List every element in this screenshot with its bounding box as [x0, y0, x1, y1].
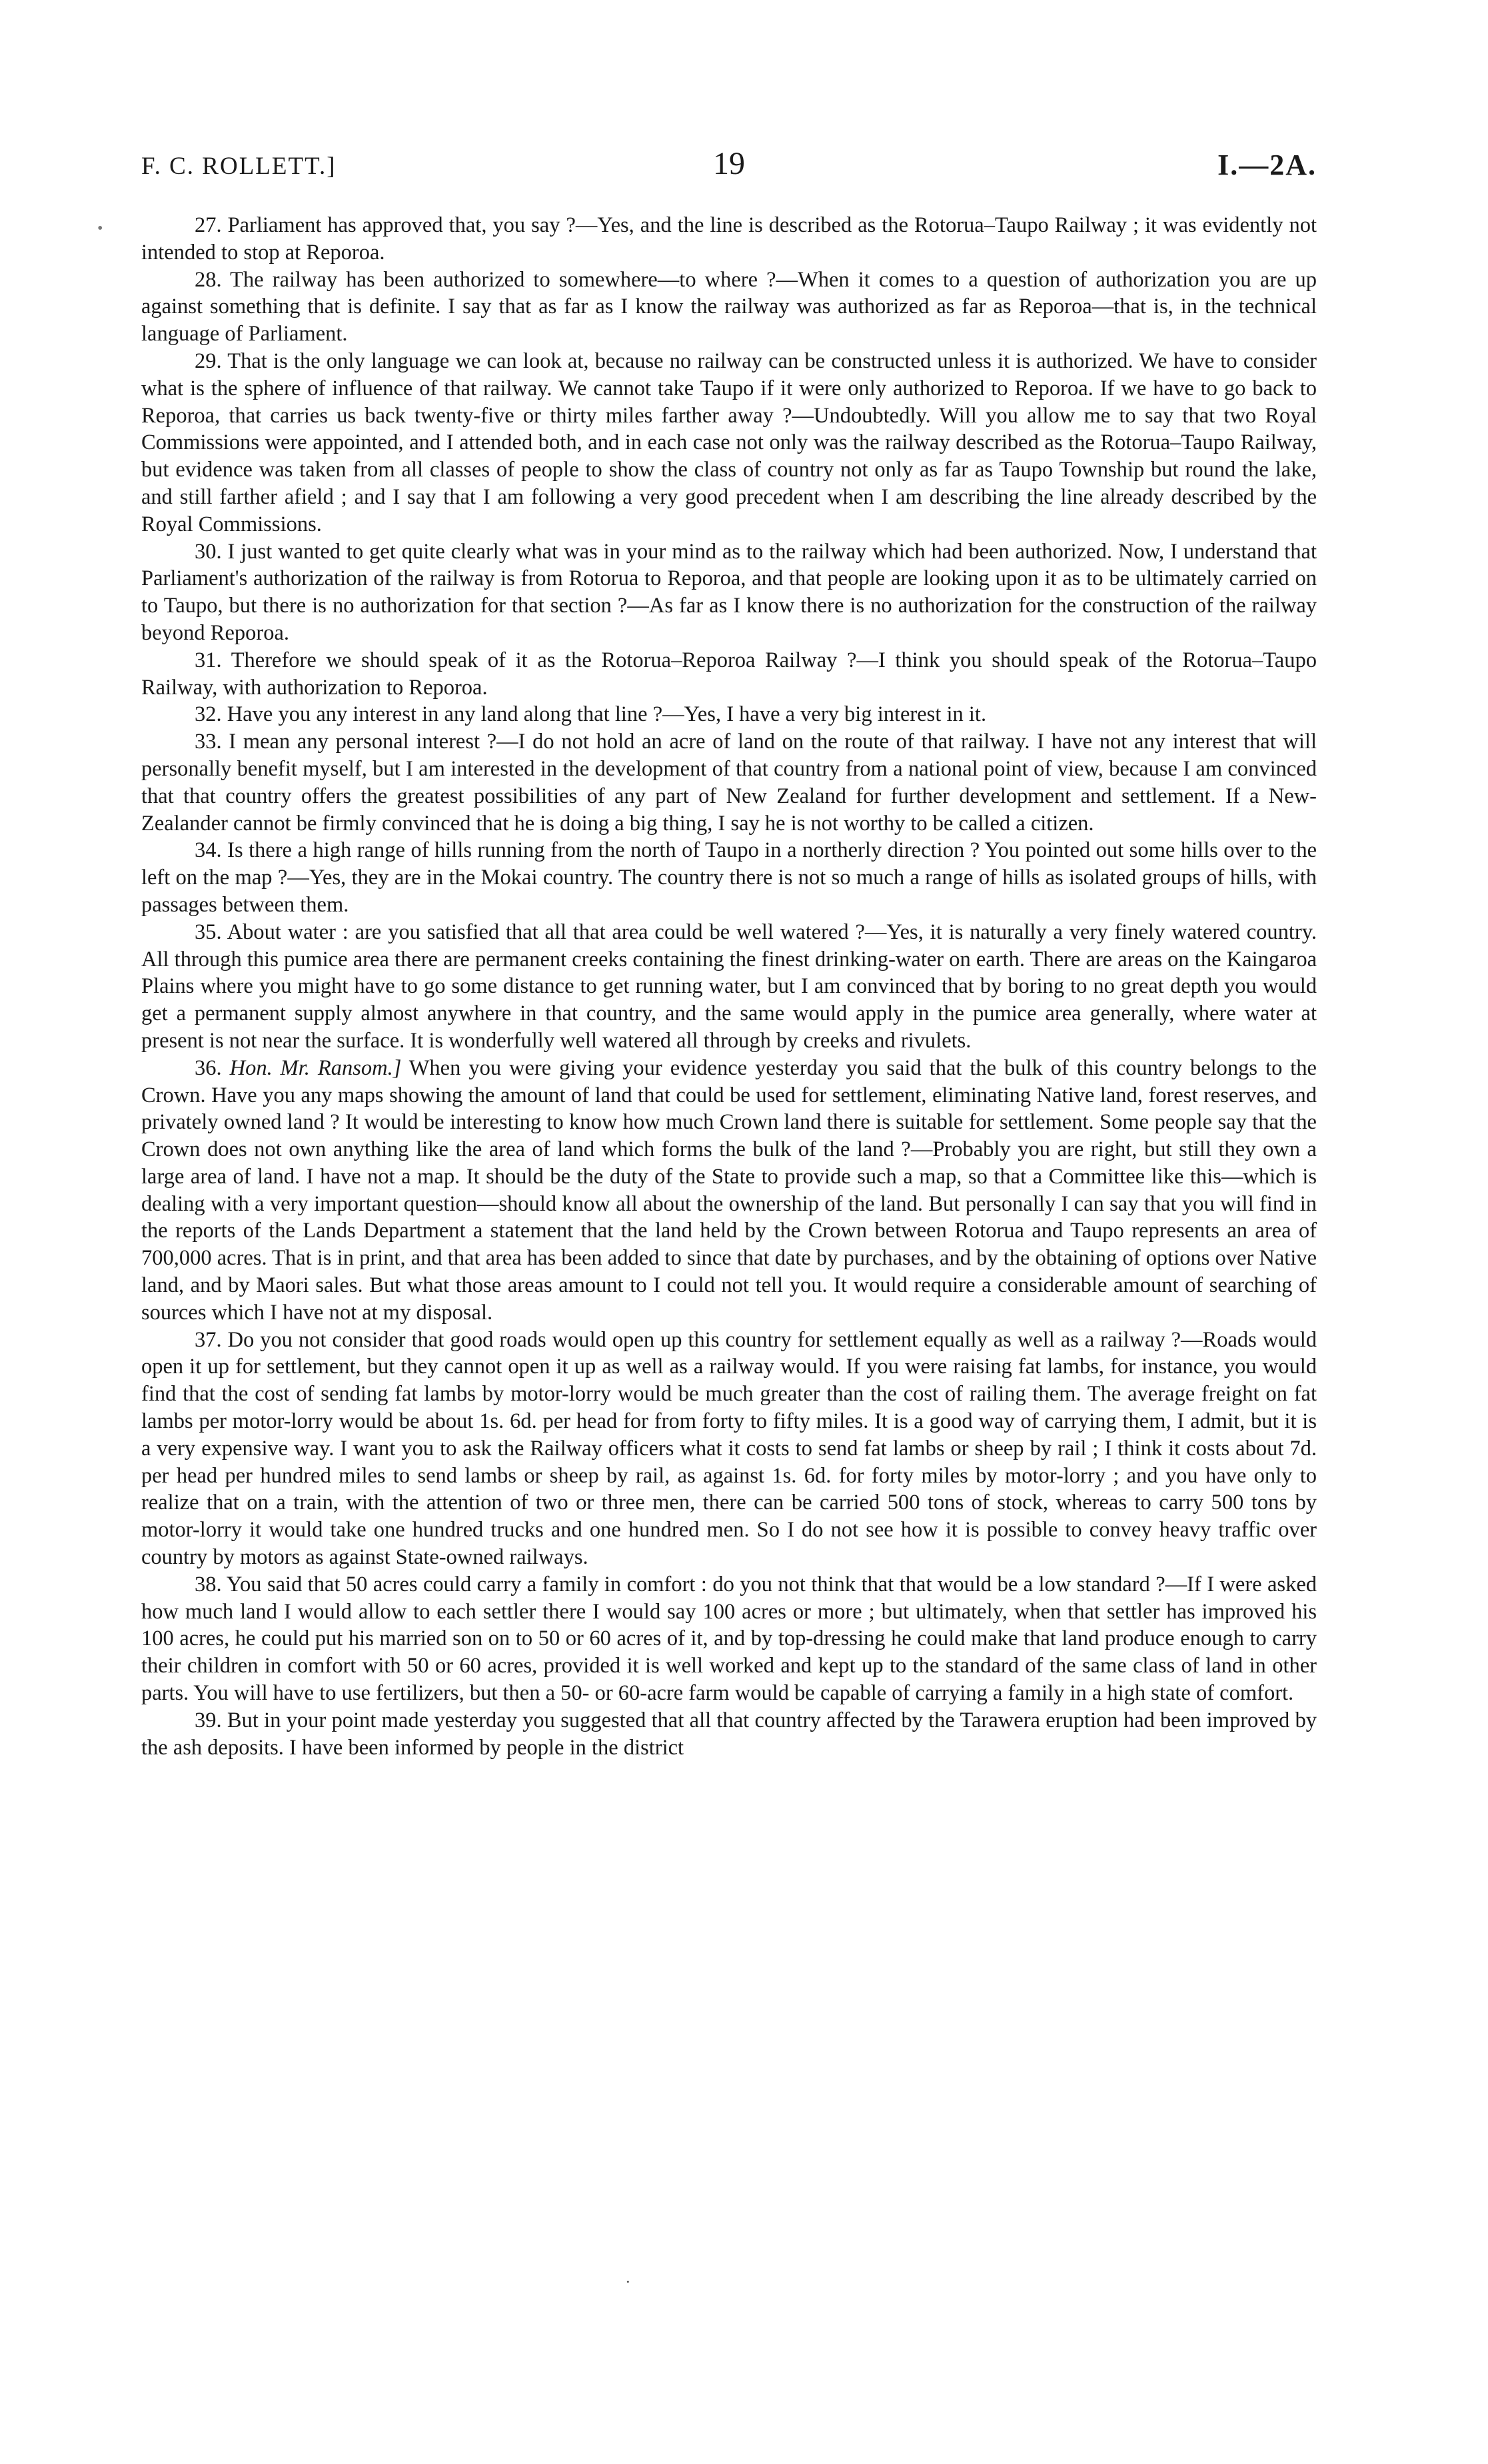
paragraph-number: 30.	[195, 539, 222, 564]
page-body	[141, 212, 1317, 1761]
paragraph-number: 33.	[195, 730, 222, 754]
paragraph-text: When you were giving your evidence yesterday you said that the bulk of this country belongs to the Crown. Have you any maps showing the amount of land that could be used for settlement, eliminating Native land, forest reserves, and privately owned land ? It would be interesting to know how much Crown land there is suitable for settlement. Some people say that the Crown does not own anything like the area of land which forms the bulk of the land ?—Probably you are right, but still they own a large area of land. I have not a map. It should be the duty of the State to provide such a map, so that a Committee like this—which is dealing with a very important question—should know all about the ownership of the land. But personally I can say that you will find in the reports of the Lands Department a statement that the land held by the Crown between Rotorua and Taupo represents an area of 700,000 acres. That is in print, and that area has been added to since that date by purchases, and by the obtaining of options over Native land, and by Maori sales. But what those areas amount to I could not tell you. It would require a considerable amount of searching of sources which I have not at my disposal.	[141, 1055, 1317, 1325]
paragraph-28	[141, 267, 1317, 348]
paragraph-27	[141, 212, 1317, 267]
paragraph-number: 32.	[195, 702, 222, 727]
paragraph-39	[141, 1707, 1317, 1762]
paragraph-35	[141, 919, 1317, 1055]
paragraph-number: 35.	[195, 920, 222, 944]
paragraph-number: 29.	[195, 348, 222, 373]
paragraph-text: Therefore we should speak of it as the Rotorua–Reporoa Railway ?—I think you should speak of the Rotorua–Taupo Railway, with authorization to Reporoa.	[141, 648, 1317, 700]
document-reference: I.—2A.	[1217, 149, 1317, 181]
paragraph-number: 27.	[195, 213, 222, 237]
paragraph-number: 37.	[195, 1327, 222, 1352]
speaker-name: Hon. Mr. Ransom.]	[229, 1055, 402, 1080]
page-header	[141, 145, 1317, 192]
paragraph-number: 34.	[195, 838, 222, 863]
paragraph-29	[141, 348, 1317, 538]
paragraph-text: Parliament has approved that, you say ?—Yes, and the line is described as the Rotorua–Taupo Railway ; it was evidently not intended to stop at Reporoa.	[141, 213, 1317, 265]
paragraph-34	[141, 837, 1317, 918]
paragraph-number: 39.	[195, 1708, 222, 1732]
paragraph-36	[141, 1055, 1317, 1327]
paragraph-number: 31.	[195, 648, 222, 672]
paragraph-number: 38.	[195, 1572, 222, 1596]
paragraph-text: Is there a high range of hills running from the north of Taupo in a northerly direction ? You pointed out some hills over to the left on the map ?—Yes, they are in the Mokai country. The country there is not so much a range of hills as isolated groups of hills, with passages between them.	[141, 838, 1317, 917]
paragraph-31	[141, 647, 1317, 702]
paragraph-33	[141, 728, 1317, 837]
paragraph-text: You said that 50 acres could carry a family in comfort : do you not think that that would be a low standard ?—If I were asked how much land I would allow to each settler there I would say 100 acres or more ; but ultimately, when that settler has improved his 100 acres, he could put his married son on to 50 or 60 acres of it, and by top-dressing he could make that land produce enough to carry their children in comfort with 50 or 60 acres, provided it is well worked and kept up to the standard of the same class of land in other parts. You will have to use fertilizers, but then a 50- or 60-acre farm would be capable of carrying a family in a high state of comfort.	[141, 1572, 1317, 1706]
paragraph-number: 36.	[195, 1055, 222, 1080]
paragraph-text: I mean any personal interest ?—I do not hold an acre of land on the route of that railway. I have not any interest that will personally benefit myself, but I am interested in the development of that country from a national point of view, because I am convinced that that country offers the greatest possibilities of any part of New Zealand for further development and settlement. If a New-Zealander cannot be firmly convinced that he is doing a big thing, I say he is not worthy to be called a citizen.	[141, 730, 1317, 836]
paragraph-text: That is the only language we can look at, because no railway can be constructed unless it is authorized. We have to consider what is the sphere of influence of that railway. We cannot take Taupo if it were only authorized to Reporoa. If we have to go back to Reporoa, that carries us back twenty-five or thirty miles farther away ?—Undoubtedly. Will you allow me to say that two Royal Commissions were appointed, and I attended both, and in each case not only was the railway described as the Rotorua–Taupo Railway, but evidence was taken from all classes of people to show the class of country not only as far as Taupo Township but round the lake, and still farther afield ; and I say that I am following a very good precedent when I am describing the line already described by the Royal Commissions.	[141, 348, 1317, 536]
paragraph-32	[141, 701, 1317, 728]
paragraph-number: 28.	[195, 267, 222, 292]
paragraph-text: But in your point made yesterday you suggested that all that country affected by the Tarawera eruption had been improved by the ash deposits. I have been informed by people in the district	[141, 1708, 1317, 1760]
paragraph-text: Have you any interest in any land along that line ?—Yes, I have a very big interest in it.	[227, 702, 987, 727]
paragraph-text: I just wanted to get quite clearly what was in your mind as to the railway which had been authorized. Now, I understand that Parliament's authorization of the railway is from Rotorua to Reporoa, and that people are looking upon it as to be ultimately carried on to Taupo, but there is no authorization for that section ?—As far as I know there is no authorization for the construction of the railway beyond Reporoa.	[141, 539, 1317, 645]
margin-mark: •	[97, 220, 103, 237]
paragraph-text: About water : are you satisfied that all that area could be well watered ?—Yes, it is naturally a very finely watered country. All through this pumice area there are permanent creeks containing the finest drinking-water on earth. There are areas on the Kaingaroa Plains where you might have to go some distance to get running water, but I am convinced that by boring to no great depth you would get a permanent supply almost anywhere in that country, and the same would apply in the pumice area generally, where water at present is not near the surface. It is wonderfully well watered all through by creeks and rivulets.	[141, 920, 1317, 1053]
paragraph-text: Do you not consider that good roads would open up this country for settlement equally as well as a railway ?—Roads would open it up for settlement, but they cannot open it up as well as a railway would. If you were raising fat lambs, for instance, you would find that the cost of sending fat lambs by motor-lorry would be much greater than the cost of railing them. The average freight on fat lambs per motor-lorry would be about 1s. 6d. per head for from forty to fifty miles. It is a good way of carrying them, I admit, but it is a very expensive way. I want you to ask the Railway officers what it costs to send fat lambs or sheep by rail ; I think it costs about 7d. per head per hundred miles to send lambs or sheep by rail, as against 1s. 6d. for forty miles by motor-lorry ; and you have only to realize that on a train, with the attention of two or three men, there can be carried 500 tons of stock, whereas to carry 500 tons by motor-lorry it would take one hundred trucks and one hundred men. So I do not see how it is possible to convey heavy traffic over country by motors as against State-owned railways.	[141, 1327, 1317, 1570]
header-witness-name: F. C. ROLLETT.]	[141, 153, 337, 180]
page-number: 19	[713, 146, 745, 181]
scan-speck: ·	[625, 2272, 631, 2291]
paragraph-37	[141, 1327, 1317, 1571]
paragraph-30	[141, 538, 1317, 647]
paragraph-text: The railway has been authorized to somewhere—to where ?—When it comes to a question of authorization you are up against something that is definite. I say that as far as I know the railway was authorized as far as Reporoa—that is, in the technical language of Parliament.	[141, 267, 1317, 346]
paragraph-38	[141, 1571, 1317, 1707]
